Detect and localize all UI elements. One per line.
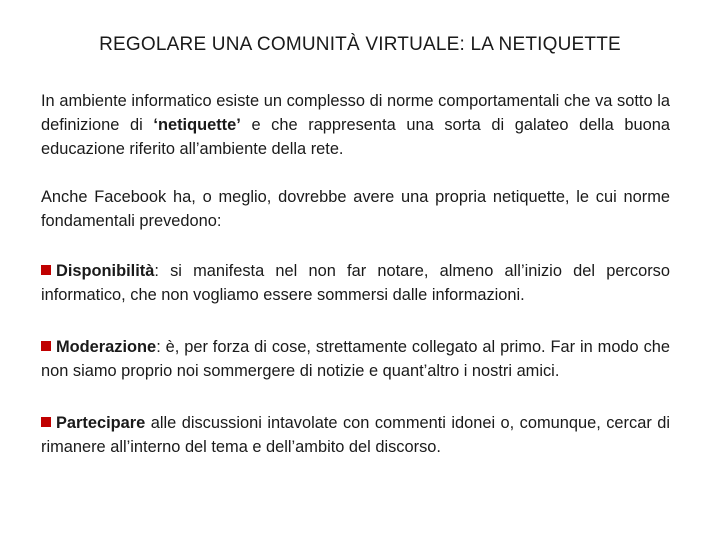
bullet-text: : si manifesta nel non far notare, almeno all’inizio del percorso informatico, che non vogliamo essere sommersi dalle informazioni. [41,262,670,304]
bullet-term: Partecipare [56,414,146,432]
bullet-item-disponibilita [41,259,670,307]
bullet-term: Moderazione [56,338,157,356]
square-bullet-icon [41,341,51,351]
square-bullet-icon [41,265,51,275]
intro-text-before: In ambiente informatico esiste un complesso di norme comportamentali che va sotto la definizione di [41,92,670,134]
bullet-term: Disponibilità [56,262,155,280]
slide-content [41,89,670,459]
square-bullet-icon [41,417,51,427]
facebook-paragraph: Anche Facebook ha, o meglio, dovrebbe avere una propria netiquette, le cui norme fondamentali prevedono: [41,188,670,230]
slide-title: REGOLARE UNA COMUNITÀ VIRTUALE: LA NETIQUETTE [99,34,621,55]
bullet-text: alle discussioni intavolate con commenti idonei o, comunque, cercar di rimanere all’interno del tema e dell’ambito del discorso. [41,414,670,456]
bullet-text: : è, per forza di cose, strettamente collegato al primo. Far in modo che non siamo proprio noi sommergere di notizie e quant’altro i nostri amici. [41,338,670,380]
intro-paragraph [41,89,670,161]
bullet-item-partecipare [41,411,670,459]
netiquette-term: ‘netiquette’ [153,116,241,134]
intro-text-after: e che rappresenta una sorta di galateo della buona educazione riferito all’ambiente della rete. [41,116,671,158]
bullet-item-moderazione [41,335,670,383]
